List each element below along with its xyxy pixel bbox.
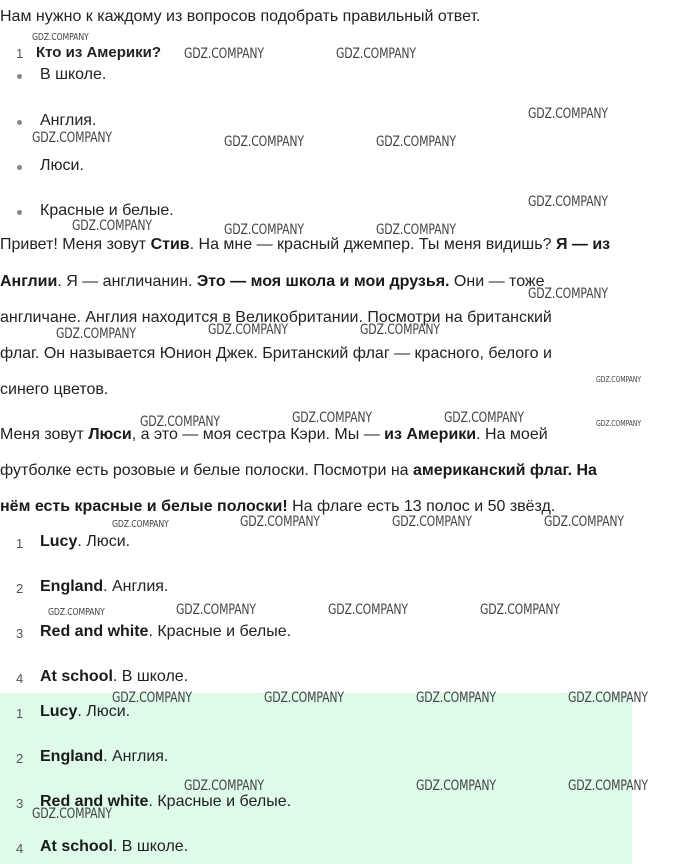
watermark: GDZ.COMPANY xyxy=(48,607,105,618)
watermark: GDZ.COMPANY xyxy=(32,806,112,822)
watermark: GDZ.COMPANY xyxy=(336,46,416,62)
watermark: GDZ.COMPANY xyxy=(360,322,440,338)
story-line: флаг. Он называется Юнион Джек. Британский флаг — красного, белого и xyxy=(0,345,552,362)
watermark: GDZ.COMPANY xyxy=(56,326,136,342)
watermark: GDZ.COMPANY xyxy=(328,602,408,618)
story-line: футболке есть розовые и белые полоски. Посмотри на американский флаг. На xyxy=(0,462,597,479)
answer-number: 2 xyxy=(16,581,24,596)
story-line: нём есть красные и белые полоски! На флаге есть 13 полос и 50 звёзд. xyxy=(0,498,556,515)
watermark: GDZ.COMPANY xyxy=(72,218,152,234)
answer-item-highlighted: Red and white. Красные и белые. xyxy=(40,793,292,810)
watermark: GDZ.COMPANY xyxy=(528,194,608,210)
story-line: англичане. Англия находится в Великобритании. Посмотри на британский xyxy=(0,309,552,326)
watermark: GDZ.COMPANY xyxy=(224,134,304,150)
watermark: GDZ.COMPANY xyxy=(528,286,608,302)
watermark: GDZ.COMPANY xyxy=(528,106,608,122)
answer-item-highlighted: England. Англия. xyxy=(40,748,169,765)
option-item: В школе. xyxy=(40,66,107,83)
answer-number: 4 xyxy=(16,841,24,856)
watermark: GDZ.COMPANY xyxy=(224,222,304,238)
bullet-icon xyxy=(17,120,22,125)
watermark: GDZ.COMPANY xyxy=(208,322,288,338)
bullet-icon xyxy=(17,74,22,79)
answer-item: At school. В школе. xyxy=(40,668,189,685)
story-line: Англии. Я — англичанин. Это — моя школа и мои друзья. Они — тоже xyxy=(0,273,545,290)
answer-number: 1 xyxy=(16,536,24,551)
watermark: GDZ.COMPANY xyxy=(32,130,112,146)
watermark: GDZ.COMPANY xyxy=(184,778,264,794)
watermark: GDZ.COMPANY xyxy=(444,410,524,426)
answer-number: 2 xyxy=(16,751,24,766)
watermark: GDZ.COMPANY xyxy=(240,514,320,530)
answer-item-highlighted: At school. В школе. xyxy=(40,838,189,855)
bullet-icon xyxy=(17,210,22,215)
watermark: GDZ.COMPANY xyxy=(376,222,456,238)
watermark: GDZ.COMPANY xyxy=(596,419,641,428)
answer-item: England. Англия. xyxy=(40,578,169,595)
intro-text: Нам нужно к каждому из вопросов подобрать правильный ответ. xyxy=(0,8,481,25)
answer-item: Lucy. Люси. xyxy=(40,533,131,550)
story-line: Меня зовут Люси, а это — моя сестра Кэри. Мы — из Америки. На моей xyxy=(0,426,548,443)
story-line: синего цветов. xyxy=(0,381,109,398)
watermark: GDZ.COMPANY xyxy=(176,602,256,618)
question-text: Кто из Америки? xyxy=(36,44,162,61)
watermark: GDZ.COMPANY xyxy=(184,46,264,62)
answer-number: 1 xyxy=(16,706,24,721)
watermark: GDZ.COMPANY xyxy=(112,519,169,530)
answer-number: 4 xyxy=(16,671,24,686)
bullet-icon xyxy=(17,165,22,170)
story-line: Привет! Меня зовут Стив. На мне — красный джемпер. Ты меня видишь? Я — из xyxy=(0,236,611,253)
option-item: Красные и белые. xyxy=(40,202,174,219)
watermark: GDZ.COMPANY xyxy=(264,690,344,706)
watermark: GDZ.COMPANY xyxy=(416,778,496,794)
question-number: 1 xyxy=(16,46,24,61)
answer-item: Red and white. Красные и белые. xyxy=(40,623,292,640)
answer-number: 3 xyxy=(16,626,24,641)
watermark: GDZ.COMPANY xyxy=(292,410,372,426)
watermark: GDZ.COMPANY xyxy=(568,690,648,706)
watermark: GDZ.COMPANY xyxy=(480,602,560,618)
watermark: GDZ.COMPANY xyxy=(568,778,648,794)
answer-item-highlighted: Lucy. Люси. xyxy=(40,703,131,720)
watermark: GDZ.COMPANY xyxy=(392,514,472,530)
watermark: GDZ.COMPANY xyxy=(544,514,624,530)
answer-number: 3 xyxy=(16,796,24,811)
watermark: GDZ.COMPANY xyxy=(596,375,641,384)
watermark: GDZ.COMPANY xyxy=(112,690,192,706)
option-item: Англия. xyxy=(40,112,97,129)
option-item: Люси. xyxy=(40,157,84,174)
watermark: GDZ.COMPANY xyxy=(32,32,89,43)
watermark: GDZ.COMPANY xyxy=(416,690,496,706)
watermark: GDZ.COMPANY xyxy=(376,134,456,150)
watermark: GDZ.COMPANY xyxy=(140,414,220,430)
